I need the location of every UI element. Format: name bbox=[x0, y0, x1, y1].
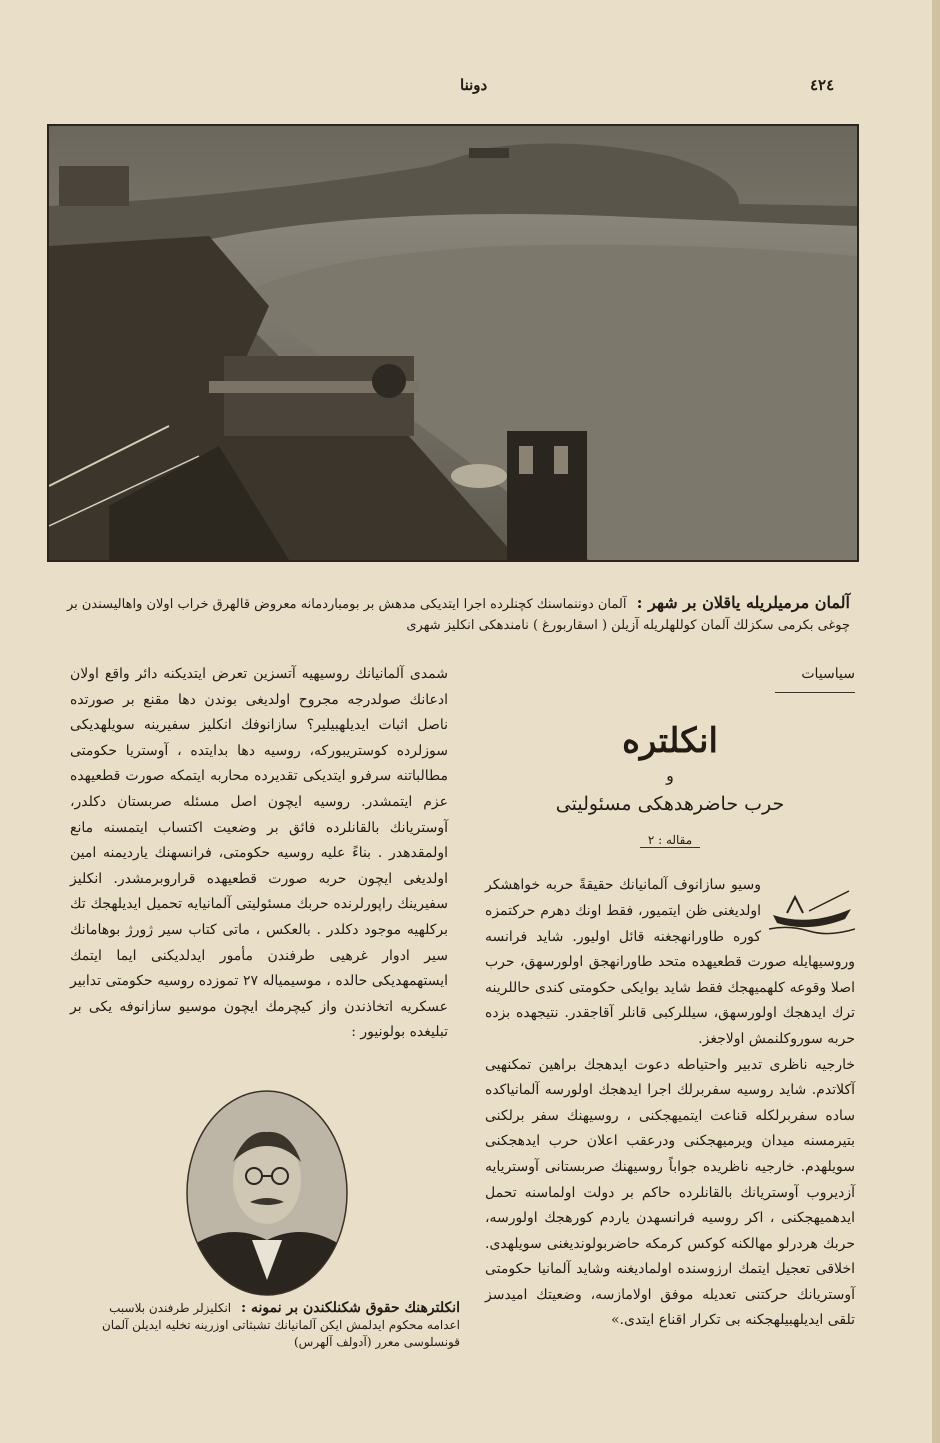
section-rule bbox=[775, 692, 855, 693]
headline-conjunction: و bbox=[666, 765, 674, 785]
article-subheadline: حرب حاضرهدهكی مسئولیتی bbox=[555, 793, 785, 816]
article-right-column bbox=[485, 662, 855, 1334]
portrait-caption-body: انكلیزلر طرفندن بلاسبب اعدامه محكوم ایدلمش ایكن آلمانیانك تشبثاتی اوزرینه تخلیه ایدیلن آلمان قونسلوسی معرر (آدولف آلهرس) bbox=[101, 1301, 460, 1349]
article-number: مقاله : ٢ bbox=[640, 833, 700, 848]
portrait-caption-title: انكلترهنك حقوق شكنلكندن بر نمونه : bbox=[240, 1300, 460, 1316]
journal-name: دوننا bbox=[460, 76, 488, 94]
man-portrait-illustration bbox=[186, 1090, 348, 1296]
boat-ornament-icon bbox=[769, 881, 855, 937]
paragraph-right-1: وسیو سازانوف آلمانیانك حقیقةً حربه خواهشكر اولدیغنی ظن ایتمیور، فقط اونك دهرم حركتمزه كوره طاورانهجغنه قائل اولیور. شاید فرانسه وروسیهایله صورت قطعیهده متحد طاورانهجق اولورسهق، حرب اصلا وقوعه كلهمیهجك فقط شاید بوایكی حكومتی كندی حاللرینه ترك ایدهجك اولورسهق، سیللركبی قانلر آقاجقدر. نتیجهده بزده حربه سوروكلنمش اولاجغز. bbox=[485, 877, 855, 1047]
photo-caption bbox=[60, 592, 850, 636]
article-body-right bbox=[485, 873, 855, 1334]
page-number: ٤٢٤ bbox=[810, 76, 835, 94]
portrait-photo bbox=[186, 1090, 348, 1296]
photo-caption-body: آلمان دوننماسنك كچنلرده اجرا ایتدیكی مدهش بر بومباردمانه معروض قالهرق خراب اولان واهالیسندن بر چوغی بكرمی سكزلك آلمان كوللهلریله آزیلن ( اسقاربورغ ) نامندهكی انكلیز شهری bbox=[66, 597, 850, 633]
article-left-column bbox=[70, 662, 448, 1046]
photo-caption-title: آلمان مرمیلریله یاقلان بر شهر : bbox=[636, 593, 850, 612]
section-label: سیاسیات bbox=[801, 666, 855, 682]
scarborough-photo bbox=[47, 124, 859, 562]
paragraph-left-1: شمدی آلمانیانك روسیهیه آتسزین تعرض ایتدیكنه دائر واقع اولان ادعانك صولدرجه مجروح اولدیغی بوندن دها مقنع بر صورتده ناصل اثبات ایدیلهبیلیر؟ سازانوفك انكلیز سفیرینه سویلهدیكی سوزلرده كوستریبوركه، روسیه دها بدایتده ، آوستریا حكومتی مطالباتنه سرفرو ایتدیكی تقدیرده محاربه ایتمكه صورت قطعیهده عزم ایتمشدر. روسیه ایچون اصل مسئله صربستان دكلدر، آوستریانك بالقانلرده فائق بر وضعیت اكتساب ایتمسنه مانع اولمقدهدر . بناءً علیه روسیه حكومتی، فرانسهنك یاردیمنه امین اولدیغی ایچون حربه صورت قطعیهده قراروبرمشدر. انكلیز سفیرینك راپورلرنده حربك مسئولیتی آلمانیایه تحمیل ایدیلهجك تك بركلهیه موجود دكلدر . بالعكس ، ماتی كتاب سیر ژورژ بوهامانك سیر ادوار غرهیی طرفندن مأمور ایدلدیكنی ایما ایتمك ایستهمهدیكی حالده ، موسیمیاله ٢٧ تموزده روسیه حكومتی تدابیر عسكریه اتخاذندن واز كیچرمك ایچون موسیو سازانوفه یكی بر تبلیغده بولونیور : bbox=[70, 666, 448, 1041]
page-edge bbox=[932, 0, 940, 1443]
harbor-town-illustration bbox=[49, 126, 857, 560]
article-headline: انكلتره bbox=[622, 720, 718, 761]
portrait-caption bbox=[80, 1300, 460, 1351]
paragraph-right-2: خارجیه ناظری تدبیر واحتیاطه دعوت ایدهجك براهین تمكنهیی آكلاتدم. شاید روسیه سفربرلك اجرا ایدهجك اولورسه آلمانیاكده ساده سفربرلكله قناعت ایتمیهجكنی ، روسیهنك سفر برلكنی بتیرمسنه میدان ویرمیهجكنی ودرعقب اعلان حرب ایدهجكنی سویلهدم. خارجیه ناظریده جواباً روسیهنك صربستانی آوستریایه آزدیروب آوستریانك بالقانلرده حاكم بر دولت اولماسنه تحمل ایدهمیهجكنی ، اكر روسیه فرانسهدن یاردم كورهجك اولورسه، حربك هردرلو مهالكنه كوكس كرمكه حاضربولوندیغنی سویلهدی. اخلاقی تعجیل ایتمك ارزوسنده اولمادیغنه وشاید آلمانیا حكومتی آوستریانك حركتنی تعدیله موفق اولامازسه، وضعیتك امیدسز تلقی ایدیلهبیلهجكنه بی تكرار اقناع ایتدی.» bbox=[485, 1056, 855, 1329]
